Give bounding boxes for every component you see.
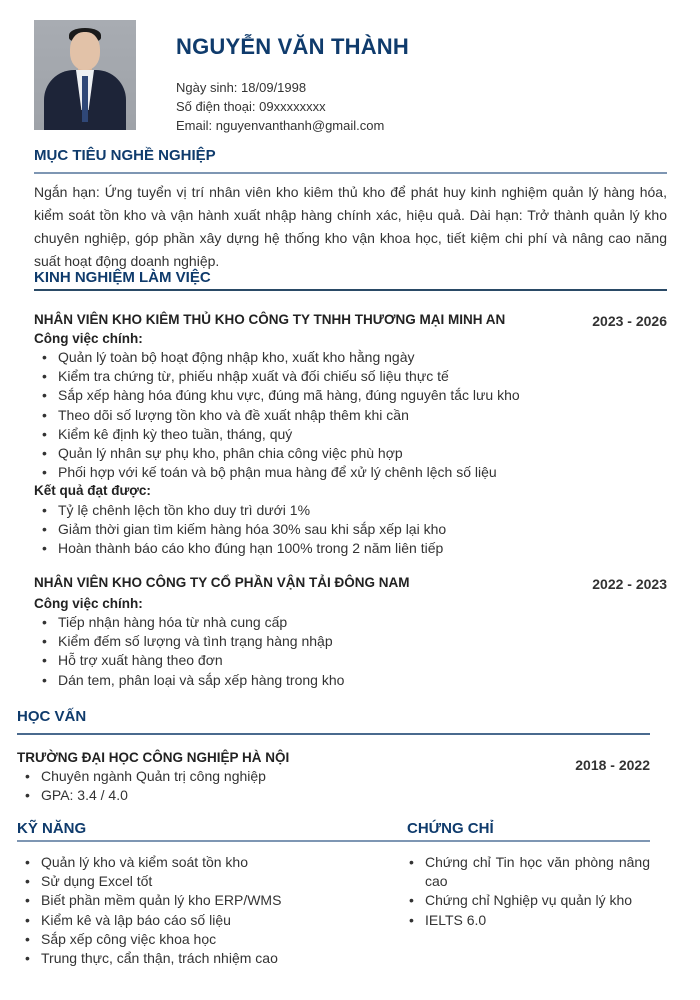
list-item: • Quản lý toàn bộ hoạt động nhập kho, xuất kho hằng ngày xyxy=(34,348,654,367)
section-divider xyxy=(34,289,667,291)
job-years: 2023 - 2026 xyxy=(592,313,667,329)
list-item: • Phối hợp với kế toán và bộ phận mua hàng để xử lý chênh lệch số liệu xyxy=(34,463,654,482)
email-address: Email: nguyenvanthanh@gmail.com xyxy=(176,118,385,133)
section-title-skills: KỸ NĂNG xyxy=(17,820,87,837)
list-item: • Kiểm đếm số lượng và tình trạng hàng nhập xyxy=(34,632,654,651)
job-title: NHÂN VIÊN KHO KIÊM THỦ KHO CÔNG TY TNHH THƯƠNG MẠI MINH AN xyxy=(34,312,506,327)
education-details xyxy=(17,767,417,805)
list-item: • Sử dụng Excel tốt xyxy=(17,872,293,891)
list-item: • Tiếp nhận hàng hóa từ nhà cung cấp xyxy=(34,613,654,632)
list-item: • IELTS 6.0 xyxy=(401,911,650,930)
duties-label: Công việc chính: xyxy=(34,331,143,346)
phone-number: Số điện thoại: 09xxxxxxxx xyxy=(176,99,326,114)
list-item: • Hoàn thành báo cáo kho đúng hạn 100% trong 2 năm liên tiếp xyxy=(34,539,654,558)
certificates-list xyxy=(401,853,650,930)
section-divider xyxy=(17,733,650,735)
section-title-certificates: CHỨNG CHỈ xyxy=(407,820,494,837)
list-item: • Trung thực, cẩn thận, trách nhiệm cao xyxy=(17,949,293,968)
list-item: • Tỷ lệ chênh lệch tồn kho duy trì dưới 1% xyxy=(34,501,654,520)
contact-info xyxy=(176,78,384,135)
duties-list xyxy=(34,348,654,482)
section-title-experience: KINH NGHIỆM LÀM VIỆC xyxy=(34,269,211,286)
list-item: • Kiểm tra chứng từ, phiếu nhập xuất và đối chiếu số liệu thực tế xyxy=(34,367,654,386)
skills-list xyxy=(17,853,293,968)
list-item: • Quản lý nhân sự phụ kho, phân chia công việc phù hợp xyxy=(34,444,654,463)
list-item: • Quản lý kho và kiểm soát tồn kho xyxy=(17,853,293,872)
school-name: TRƯỜNG ĐẠI HỌC CÔNG NGHIỆP HÀ NỘI xyxy=(17,750,290,765)
job-title: NHÂN VIÊN KHO CÔNG TY CỔ PHẦN VẬN TẢI ĐÔNG NAM xyxy=(34,575,410,590)
list-item: • Dán tem, phân loại và sắp xếp hàng trong kho xyxy=(34,671,654,690)
list-item: • Kiểm kê và lập báo cáo số liệu xyxy=(17,911,293,930)
list-item: • Kiểm kê định kỳ theo tuần, tháng, quý xyxy=(34,425,654,444)
list-item: • Sắp xếp công việc khoa học xyxy=(17,930,293,949)
profile-photo xyxy=(34,20,136,130)
list-item: • Giảm thời gian tìm kiếm hàng hóa 30% sau khi sắp xếp lại kho xyxy=(34,520,654,539)
candidate-name: NGUYỄN VĂN THÀNH xyxy=(176,34,409,59)
results-list xyxy=(34,501,654,559)
list-item: • GPA: 3.4 / 4.0 xyxy=(17,786,417,805)
education-years: 2018 - 2022 xyxy=(575,757,650,773)
list-item: • Chuyên ngành Quản trị công nghiệp xyxy=(17,767,417,786)
duties-list xyxy=(34,613,654,690)
section-title-education: HỌC VẤN xyxy=(17,708,87,725)
list-item: • Hỗ trợ xuất hàng theo đơn xyxy=(34,651,654,670)
list-item: • Chứng chỉ Nghiệp vụ quản lý kho xyxy=(401,891,650,910)
objective-text: Ngắn hạn: Ứng tuyển vị trí nhân viên kho kiêm thủ kho để phát huy kinh nghiệm quản lý hàng hóa, kiểm soát tồn kho và vận hành xuất nhập hàng chính xác, hiệu quả. Dài hạn: Trở thành quản lý kho chuyên nghiệp, góp phần xây dựng hệ thống kho vận khoa học, tiết kiệm chi phí và nâng cao năng suất hoạt động doanh nghiệp. xyxy=(34,184,667,269)
section-divider xyxy=(34,172,667,174)
list-item: • Biết phần mềm quản lý kho ERP/WMS xyxy=(17,891,293,910)
list-item: • Chứng chỉ Tin học văn phòng nâng cao xyxy=(401,853,650,891)
section-divider xyxy=(17,840,650,842)
job-years: 2022 - 2023 xyxy=(592,576,667,592)
results-label: Kết quả đạt được: xyxy=(34,483,151,498)
list-item: • Sắp xếp hàng hóa đúng khu vực, đúng mã hàng, đúng nguyên tắc lưu kho xyxy=(34,386,654,405)
duties-label: Công việc chính: xyxy=(34,596,143,611)
section-title-objective: MỤC TIÊU NGHỀ NGHIỆP xyxy=(34,147,216,164)
birth-date: Ngày sinh: 18/09/1998 xyxy=(176,80,307,95)
list-item: • Theo dõi số lượng tồn kho và đề xuất nhập thêm khi cần xyxy=(34,406,654,425)
